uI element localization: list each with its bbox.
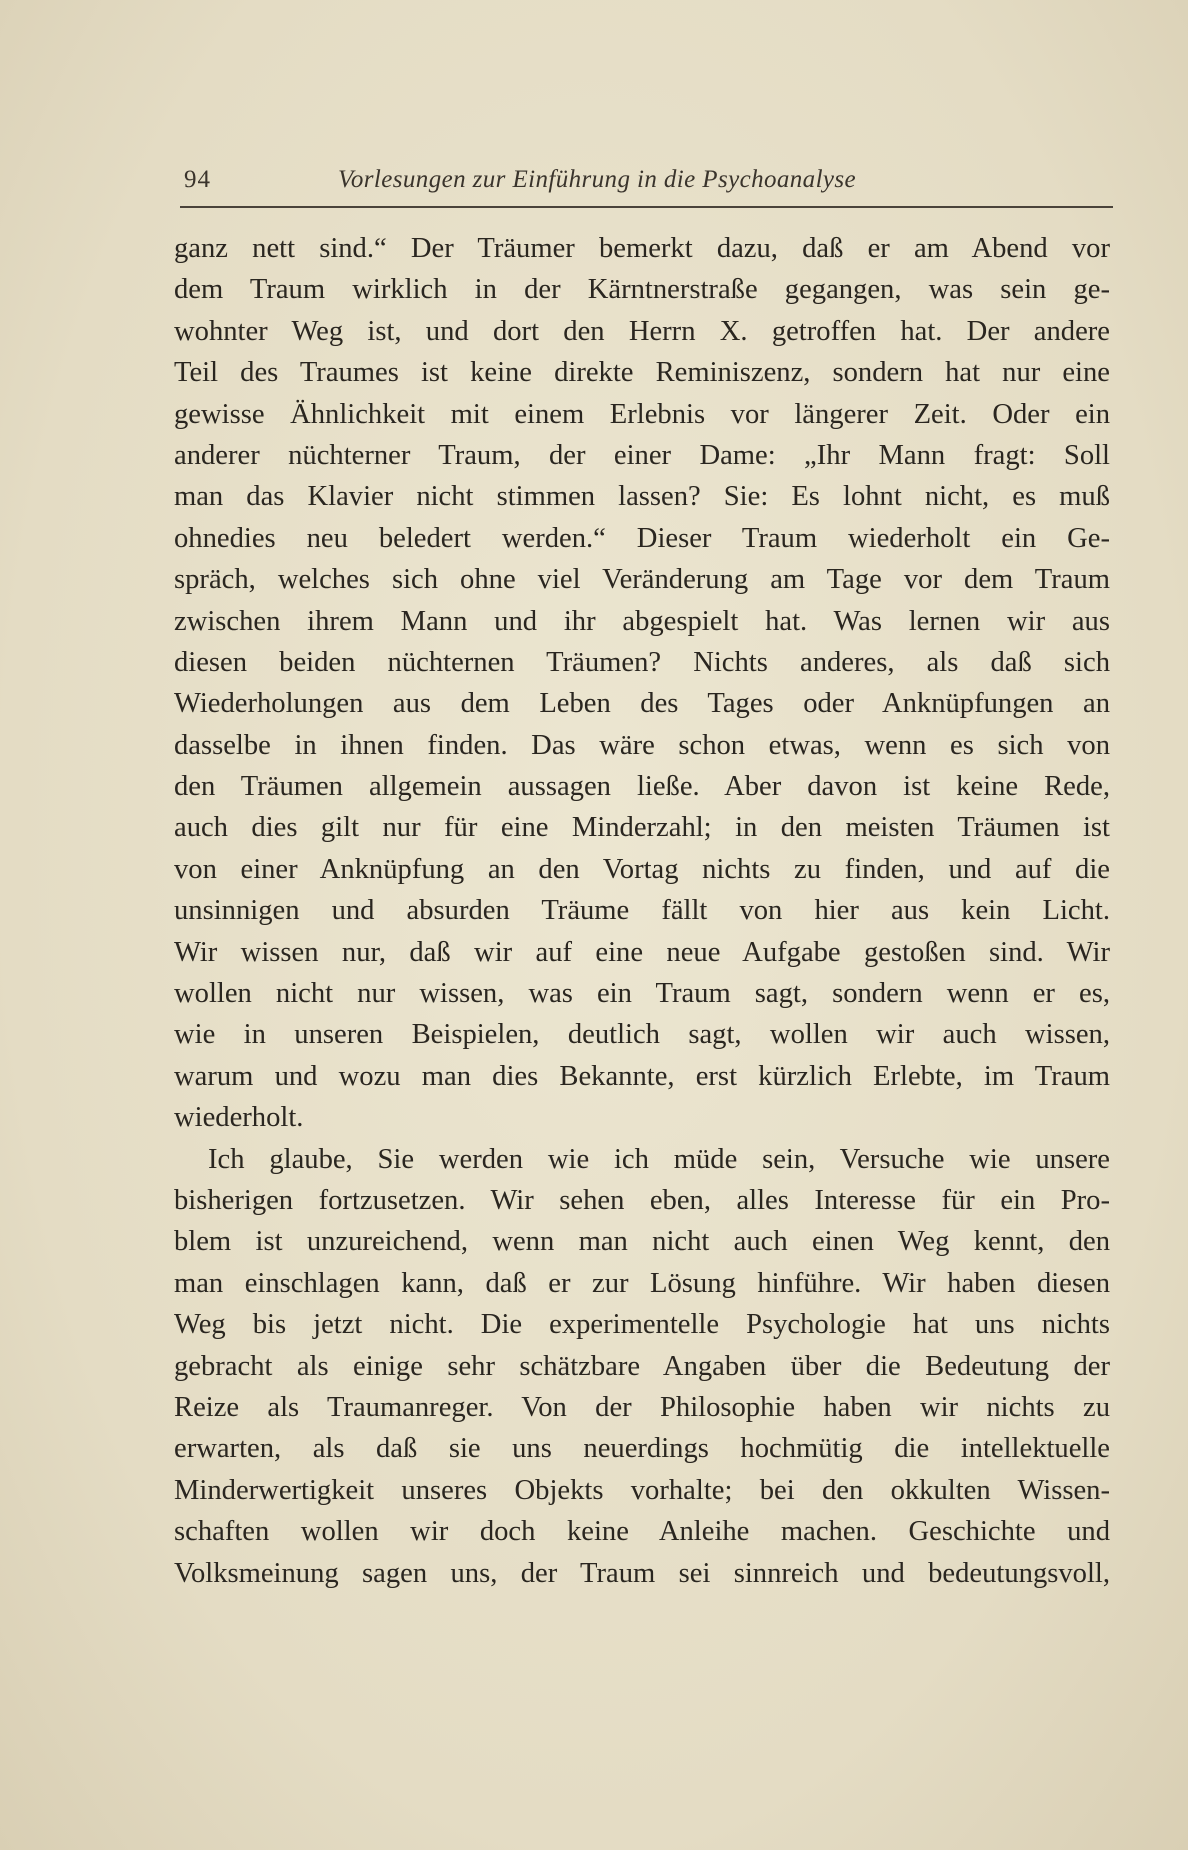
- text-line: Weg bis jetzt nicht. Die experimentelle Psychologie hat uns nichts: [174, 1309, 1110, 1341]
- text-line: auch dies gilt nur für eine Minderzahl; in den meisten Träumen ist: [174, 812, 1110, 844]
- text-line: wiederholt.: [174, 1102, 304, 1134]
- running-title: Vorlesungen zur Einführung in die Psychoanalyse: [338, 166, 857, 193]
- text-line: bisherigen fortzusetzen. Wir sehen eben, alles Interesse für ein Pro-: [174, 1184, 1110, 1216]
- text-line: erwarten, als daß sie uns neuerdings hochmütig die intellektuelle: [174, 1433, 1110, 1465]
- text-line: spräch, welches sich ohne viel Veränderung am Tage vor dem Traum: [174, 564, 1110, 596]
- text-line: wollen nicht nur wissen, was ein Traum sagt, sondern wenn er es,: [174, 978, 1110, 1010]
- text-line: dem Traum wirklich in der Kärntnerstraße gegangen, was sein ge-: [174, 274, 1110, 306]
- text-line: ohnedies neu beledert werden.“ Dieser Traum wiederholt ein Ge-: [174, 522, 1110, 554]
- text-line: den Träumen allgemein aussagen ließe. Aber davon ist keine Rede,: [174, 771, 1110, 803]
- text-line: warum und wozu man dies Bekannte, erst kürzlich Erlebte, im Traum: [174, 1060, 1110, 1092]
- text-line: von einer Anknüpfung an den Vortag nichts zu finden, und auf die: [174, 853, 1110, 885]
- text-line: gewisse Ähnlichkeit mit einem Erlebnis vor längerer Zeit. Oder ein: [174, 398, 1110, 430]
- text-line: zwischen ihrem Mann und ihr abgespielt hat. Was lernen wir aus: [174, 605, 1110, 637]
- text-line: Wiederholungen aus dem Leben des Tages oder Anknüpfungen an: [174, 688, 1110, 720]
- text-line: man das Klavier nicht stimmen lassen? Sie: Es lohnt nicht, es muß: [174, 481, 1110, 513]
- text-line: dasselbe in ihnen finden. Das wäre schon etwas, wenn es sich von: [174, 729, 1110, 761]
- text-line: Minderwertigkeit unseres Objekts vorhalte; bei den okkulten Wissen-: [174, 1474, 1110, 1506]
- text-line: wohnter Weg ist, und dort den Herrn X. getroffen hat. Der andere: [174, 315, 1110, 347]
- text-line: Teil des Traumes ist keine direkte Reminiszenz, sondern hat nur eine: [174, 357, 1110, 389]
- text-line: Reize als Traumanreger. Von der Philosophie haben wir nichts zu: [174, 1391, 1110, 1423]
- text-line: ganz nett sind.“ Der Träumer bemerkt dazu, daß er am Abend vor: [174, 233, 1110, 264]
- text-line: Wir wissen nur, daß wir auf eine neue Aufgabe gestoßen sind. Wir: [174, 936, 1110, 968]
- text-line: diesen beiden nüchternen Träumen? Nichts anderes, als daß sich: [174, 646, 1110, 678]
- text-line: schaften wollen wir doch keine Anleihe machen. Geschichte und: [174, 1516, 1110, 1548]
- text-line: blem ist unzureichend, wenn man nicht auch einen Weg kennt, den: [174, 1226, 1110, 1258]
- text-line: anderer nüchterner Traum, der einer Dame: „Ihr Mann fragt: Soll: [174, 439, 1110, 471]
- text-line: Ich glaube, Sie werden wie ich müde sein, Versuche wie unsere: [208, 1143, 1110, 1175]
- running-head: [172, 166, 1116, 206]
- header-rule: [180, 206, 1113, 208]
- text-line: man einschlagen kann, daß er zur Lösung hinführe. Wir haben diesen: [174, 1267, 1110, 1299]
- text-line: gebracht als einige sehr schätzbare Angaben über die Bedeutung der: [174, 1350, 1110, 1382]
- text-line: wie in unseren Beispielen, deutlich sagt, wollen wir auch wissen,: [174, 1019, 1110, 1051]
- text-line: unsinnigen und absurden Träume fällt von hier aus kein Licht.: [174, 895, 1110, 927]
- page-number: 94: [184, 166, 211, 193]
- text-line: Volksmeinung sagen uns, der Traum sei sinnreich und bedeutungsvoll,: [174, 1557, 1110, 1589]
- body-text: [174, 228, 1110, 1594]
